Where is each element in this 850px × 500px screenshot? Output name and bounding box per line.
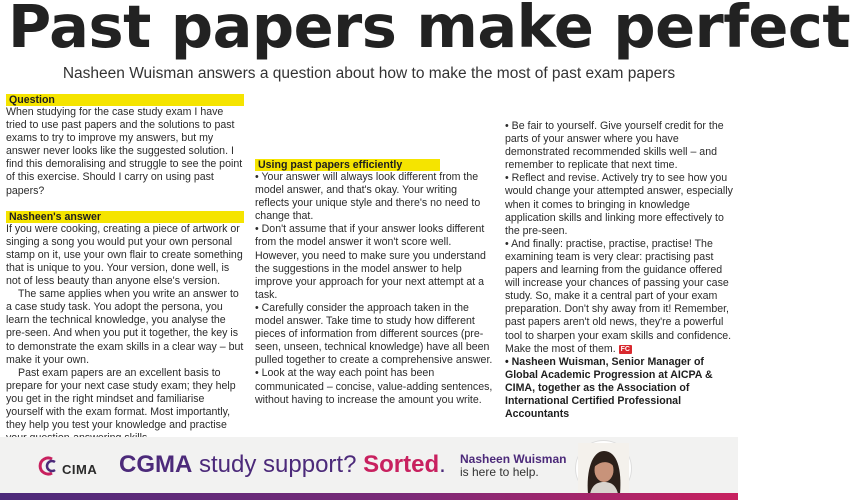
cima-logo: [38, 455, 108, 479]
article-title: Past papers make perfect: [8, 0, 850, 61]
column-1: [6, 94, 244, 445]
question-heading: Question: [6, 94, 244, 106]
banner-headline: [119, 450, 446, 480]
article-subtitle: Nasheen Wuisman answers a question about how to make the most of past exam papers: [62, 65, 676, 82]
answer-paragraph-1: If you were cooking, creating a piece of artwork or singing a song you would put your own personal stamp on it, use your own flair to create something that is unique to you. Your version, done well, is not of less beauty than anyone else's version.: [6, 222, 243, 288]
banner-tagline: study support?: [192, 451, 364, 478]
banner-helper-text: is here to help.: [460, 465, 539, 479]
bullet-4: • Look at the way each point has been communicated – concise, value-adding sentences, without having to increase the amount you write.: [255, 367, 493, 406]
banner-gradient-stripe: [0, 493, 738, 500]
bullet-7: • And finally: practise, practise, practise! The examining team is very clear: practising past papers and learning from the guidance offered will increase your chances of passing your case study. So, make it a central part of your exam preparation. Don't shy away from it! Remember, past papers aren't old news, they're a powerful tool to sharpen your exam skills and confidence. Make the most of them.: [505, 237, 732, 355]
bullet-6: • Reflect and revise. Actively try to see how you would change your attempted answer, especially when it comes to bringing in knowledge application skills and linking more effectively to the pre-seen.: [505, 172, 733, 237]
column-3: [505, 94, 738, 421]
using-heading: Using past papers efficiently: [255, 159, 440, 171]
bullet-7-wrap: [505, 238, 738, 356]
bullet-5: • Be fair to yourself. Give yourself credit for the parts of your answer where you have demonstrated recommended skills well – and remember to replicate that next time.: [505, 120, 724, 172]
cgma-banner[interactable]: [0, 437, 738, 500]
bullet-3: • Carefully consider the approach taken in the model answer. Take time to study how different pieces of information from different sources (pre-seen, unseen, technical knowledge) have all been pulled together to create a comprehensive answer.: [255, 301, 493, 367]
question-text: When studying for the case study exam I have tried to use past papers and the solutions to past exams to try to improve my answers, but my answer never looks like the suggested solution. I find this demoralising and struggle to see the point of this exercise. Should I carry on using past papers?: [6, 106, 243, 197]
answer-paragraph-3: Past exam papers are an excellent basis to prepare for your next case study exam; they help you get in the right mindset and familiarise yourself with the exam format. Most importantly, they help you test your knowledge and practise: [6, 366, 236, 432]
bullet-1: • Your answer will always look different from the model answer, and that's okay. Your writing reflects your unique style and there's no need to change that.: [255, 171, 481, 223]
bullet-2: • Don't assume that if your answer looks different from the model answer it won't score well. However, you need to make sure you understand the suggestions in the model answer to help improve your approach for your next attempt at a task.: [255, 223, 486, 301]
banner-name: Nasheen Wuisman: [460, 452, 567, 466]
column-2: [255, 94, 493, 407]
cima-logo-text: CIMA: [62, 462, 98, 477]
cima-logo-icon: [38, 455, 60, 477]
answer-heading: Nasheen's answer: [6, 211, 244, 223]
banner-cgma: CGMA: [119, 451, 193, 478]
end-mark: FC: [620, 345, 630, 353]
banner-sorted: Sorted: [363, 451, 440, 478]
banner-period: .: [439, 451, 446, 478]
author-bio: • Nasheen Wuisman, Senior Manager of Global Academic Progression at AICPA & CIMA, together as the Association of International Certified Professional Accountants: [505, 355, 713, 421]
author-portrait-icon: [578, 443, 629, 494]
answer-paragraph-2: The same applies when you write an answer to a case study task. You adopt the persona, you learn the technical knowledge, you analyse the pre-seen. And when you put it together, the key is to demonstrate the exam skills in a clear way – but make it your own.: [6, 288, 244, 366]
author-avatar: [576, 441, 631, 496]
